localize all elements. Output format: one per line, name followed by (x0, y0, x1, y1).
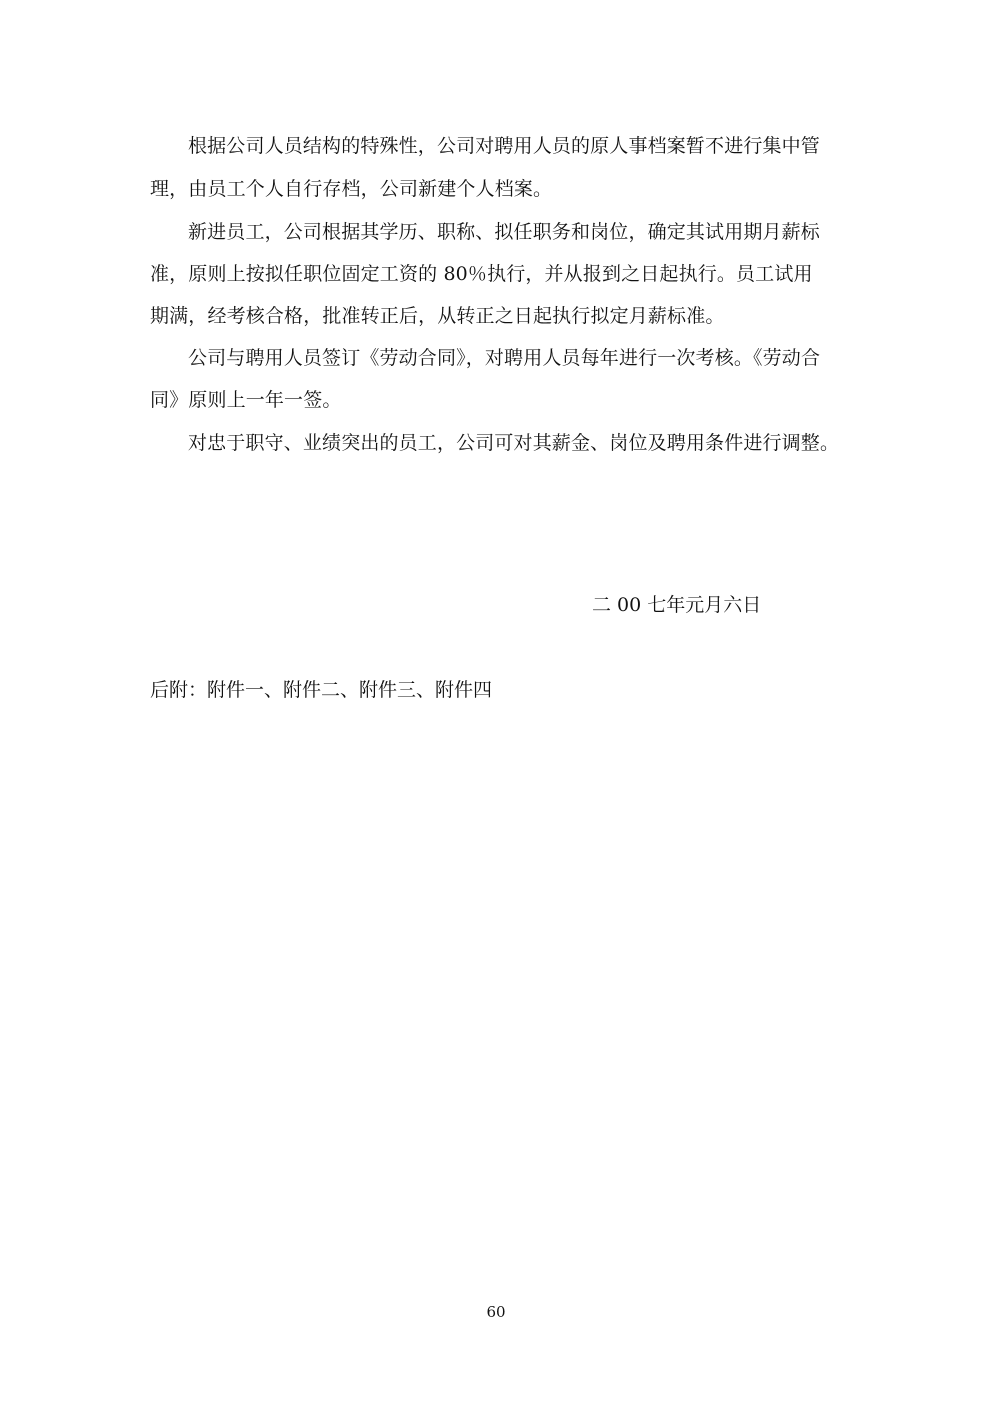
paragraph-3-line-2: 同》原则上一年一签。 (150, 389, 342, 411)
page-number: 60 (486, 1303, 506, 1321)
paragraph-3-line-1: 公司与聘用人员签订《劳动合同》，对聘用人员每年进行一次考核。《劳动合 (188, 347, 821, 369)
paragraph-4-line-1: 对忠于职守、业绩突出的员工，公司可对其薪金、岗位及聘用条件进行调整。 (188, 432, 840, 454)
attachments-list: 后附：附件一、附件二、附件三、附件四 (150, 679, 493, 701)
paragraph-2-line-3: 期满，经考核合格，批准转正后，从转正之日起执行拟定月薪标准。 (150, 305, 725, 327)
paragraph-2-line-1: 新进员工，公司根据其学历、职称、拟任职务和岗位，确定其试用期月薪标 (188, 221, 820, 243)
document-date: 二 00 七年元月六日 (592, 594, 762, 616)
paragraph-2-line-2: 准，原则上按拟任职位固定工资的 80％执行，并从报到之日起执行。员工试用 (150, 263, 813, 285)
paragraph-1-line-1: 根据公司人员结构的特殊性，公司对聘用人员的原人事档案暂不进行集中管 (188, 135, 820, 157)
paragraph-1-line-2: 理，由员工个人自行存档，公司新建个人档案。 (150, 178, 553, 200)
